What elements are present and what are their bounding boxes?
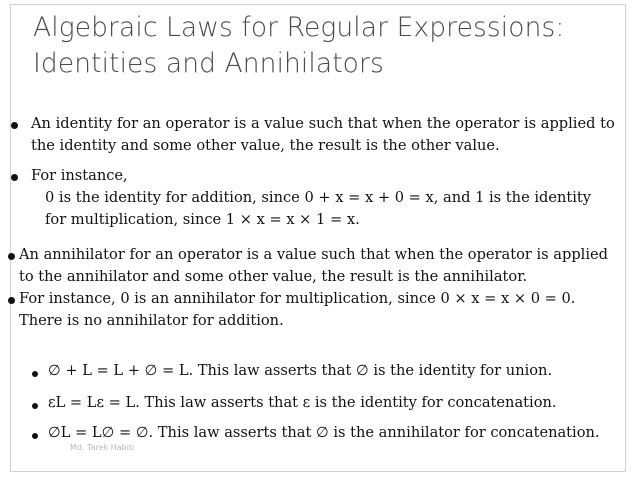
law-concat-identity: εL = Lε = L. This law asserts that ε is the identity for concatenation. xyxy=(48,394,557,411)
annihilator-definition-line-1: An annihilator for an operator is a value such that when the operator is applied xyxy=(19,246,608,263)
annihilator-example-line-2: There is no annihilator for addition. xyxy=(19,312,284,329)
annihilator-example xyxy=(19,288,575,332)
annihilator-example-line-1: For instance, 0 is an annihilator for multiplication, since 0 × x = x × 0 = 0. xyxy=(19,290,576,307)
footer-author: Md. Tarek Habib xyxy=(70,443,135,452)
law-bullet-1 xyxy=(32,371,38,377)
identity-example-line-3: for multiplication, since 1 × x = x × 1 = x. xyxy=(45,211,360,228)
bullet-2 xyxy=(11,174,18,181)
law-union-identity: ∅ + L = L + ∅ = L. This law asserts that ∅ is the identity for union. xyxy=(48,362,553,379)
identity-example-line-1: For instance, xyxy=(31,167,128,184)
law-bullet-2 xyxy=(32,403,38,409)
identity-definition-line-1: An identity for an operator is a value such that when the operator is applied to xyxy=(31,115,615,132)
identity-example-line-2: 0 is the identity for addition, since 0 + x = x + 0 = x, and 1 is the identity xyxy=(45,189,592,206)
annihilator-definition-line-2: to the annihilator and some other value, the result is the annihilator. xyxy=(19,268,528,285)
identity-example xyxy=(31,165,591,231)
slide-title xyxy=(33,10,628,82)
law-concat-annihilator: ∅L = L∅ = ∅. This law asserts that ∅ is the annihilator for concatenation. xyxy=(48,424,600,441)
identity-definition xyxy=(31,113,615,157)
bullet-4 xyxy=(8,297,15,304)
bullet-1 xyxy=(11,122,18,129)
identity-definition-line-2: the identity and some other value, the result is the other value. xyxy=(31,137,500,154)
bullet-3 xyxy=(8,253,15,260)
title-line-2: Identities and Annihilators xyxy=(33,48,384,79)
title-line-1: Algebraic Laws for Regular Expressions: xyxy=(33,12,565,43)
annihilator-definition xyxy=(19,244,608,288)
law-bullet-3 xyxy=(32,433,38,439)
